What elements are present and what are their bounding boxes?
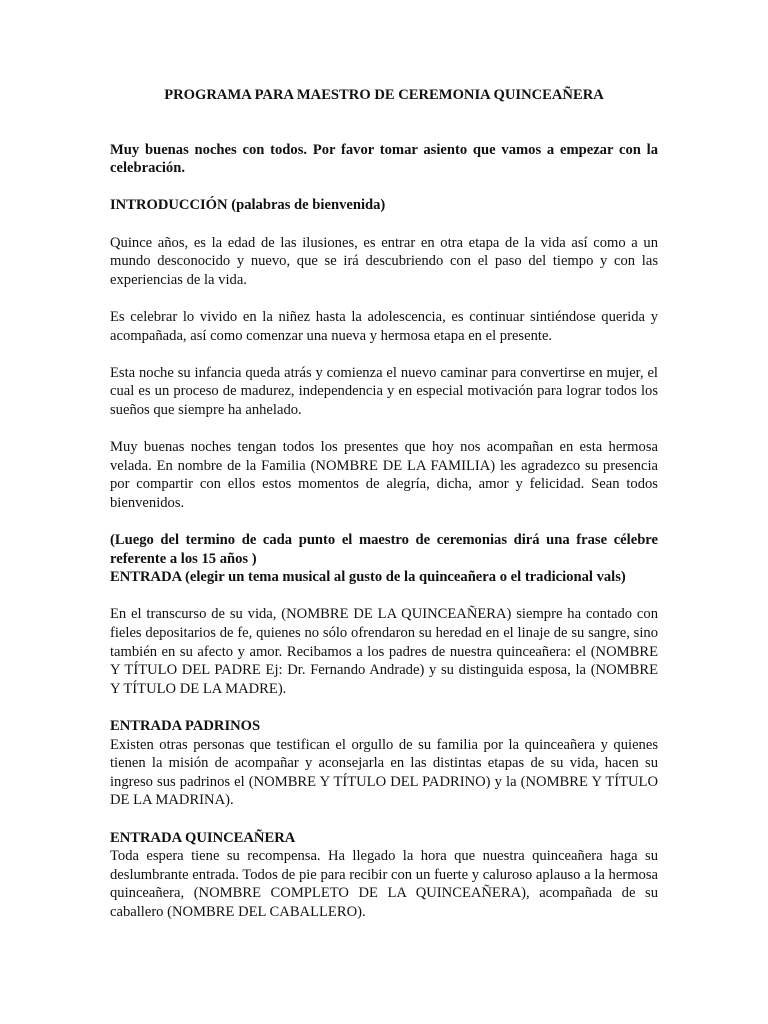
padrinos-paragraph: Existen otras personas que testifican el orgullo de su familia por la quinceañera y quienes tienen la misión de acompañar y aconsejarla en las distintas etapas de su vida, hacen su ingreso sus padrinos el (NOMBRE Y TÍTULO DEL PADRINO) y la (NOMBRE Y TÍTULO DE LA MADRINA). (110, 736, 658, 809)
intro-paragraph-1: Quince años, es la edad de las ilusiones, es entrar en otra etapa de la vida así como a un mundo desconocido y nuevo, que se irá descubriendo con el paso del tiempo y con las experiencias de la vida. (110, 234, 658, 288)
quinceanera-paragraph: Toda espera tiene su recompensa. Ha llegado la hora que nuestra quinceañera haga su deslumbrante entrada. Todos de pie para recibir con un fuerte y caluroso aplauso a la hermosa quinceañera, (NOMBRE COMPLETO DE LA QUINCEAÑERA), acompañada de su caballero (NOMBRE DEL CABALLERO). (110, 848, 658, 920)
ceremony-note: (Luego del termino de cada punto el maestro de ceremonias dirá una frase célebre referente a los 15 años ) (110, 532, 658, 567)
intro-paragraph-3: Esta noche su infancia queda atrás y comienza el nuevo caminar para convertirse en mujer, el cual es un proceso de madurez, independencia y en especial motivación para lograr todos los sueños que siempre ha anhelado. (110, 364, 658, 418)
greeting-paragraph: Muy buenas noches con todos. Por favor tomar asiento que vamos a empezar con la celebración. (110, 141, 658, 177)
intro-heading: INTRODUCCIÓN (palabras de bienvenida) (110, 197, 386, 214)
intro-paragraph-2: Es celebrar lo vivido en la niñez hasta la adolescencia, es continuar sintiéndose querida y acompañada, así como comenzar una nueva y hermosa etapa en el presente. (110, 308, 658, 344)
document-title: PROGRAMA PARA MAESTRO DE CEREMONIA QUINCEAÑERA (164, 87, 604, 103)
intro-paragraph-4: Muy buenas noches tengan todos los presentes que hoy nos acompañan en esta hermosa velada. En nombre de la Familia (NOMBRE DE LA FAMILIA) les agradezco su presencia por compartir con ellos estos momentos de alegría, dicha, amor y felicidad. Sean todos bienvenidos. (110, 439, 658, 511)
entrada-paragraph: En el transcurso de su vida, (NOMBRE DE LA QUINCEAÑERA) siempre ha contado con fieles depositarios de fe, quienes no sólo ofrendaron su heredad en el linaje de su sangre, sino también en su afecto y amor. Recibamos a los padres de nuestra quinceañera: el (NOMBRE Y TÍTULO DEL PADRE Ej: Dr. Fernando Andrade) y su distinguida esposa, la (NOMBRE Y TÍTULO DE LA MADRE). (110, 606, 658, 697)
entrada-heading: ENTRADA (elegir un tema musical al gusto de la quinceañera o el tradicional vals) (110, 569, 626, 586)
document-page (110, 86, 658, 940)
padrinos-heading: ENTRADA PADRINOS (110, 718, 261, 734)
quinceanera-heading: ENTRADA QUINCEAÑERA (110, 829, 296, 846)
